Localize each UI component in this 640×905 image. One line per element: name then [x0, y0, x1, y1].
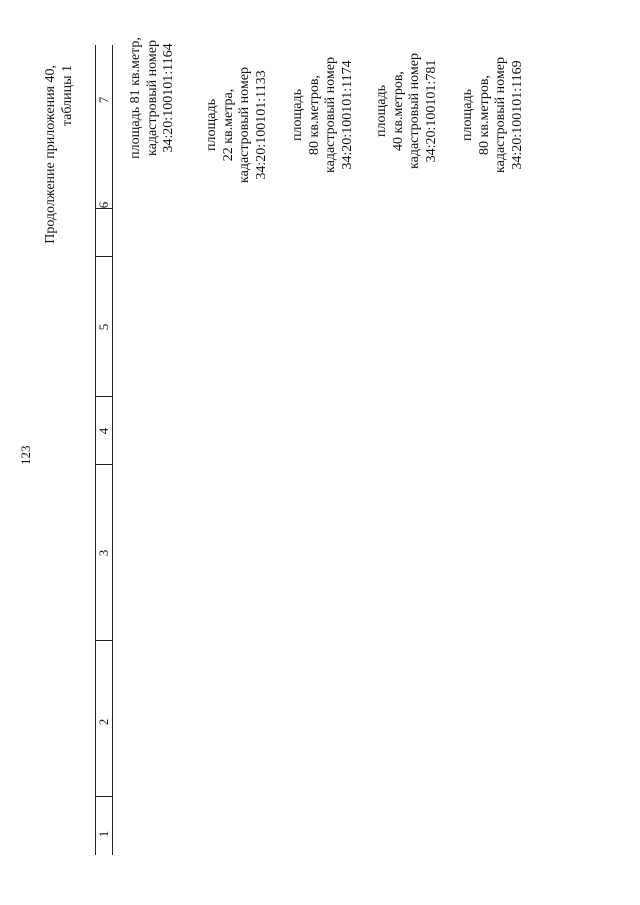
entry-line: 34:20:100101:1164: [161, 43, 176, 153]
entry-line: 22 кв.метра,: [220, 88, 236, 162]
page-number: 123: [18, 445, 33, 465]
column-number-1: 1: [96, 830, 111, 838]
entry-line: площадь 81 кв.метр,: [128, 37, 143, 159]
list-item: [290, 5, 356, 225]
column-number-4: 4: [96, 427, 111, 435]
entry-line: площадь: [290, 89, 305, 141]
list-item: [460, 5, 526, 225]
column-number-3: 3: [96, 549, 111, 557]
entry-line: площадь: [204, 99, 219, 151]
entry-line: 34:20:100101:1133: [253, 70, 269, 180]
column-number-2: 2: [96, 718, 111, 726]
entry-line: кадастровый номер: [323, 57, 338, 173]
table-top-rule: [95, 45, 96, 855]
column-number-7: 7: [96, 96, 111, 104]
column-number-5: 5: [96, 323, 111, 331]
list-item: [204, 15, 270, 235]
entry-line: 34:20:100101:1169: [509, 60, 525, 170]
entry-line: кадастровый номер: [237, 67, 252, 183]
entry-line: 80 кв.метров,: [476, 75, 492, 155]
entry-line: кадастровый номер: [493, 57, 508, 173]
entry-line: кадастровый номер: [144, 40, 160, 156]
table-header-rule: [112, 45, 113, 855]
caption-line-1: Продолжение приложения 40,: [43, 65, 58, 244]
column-divider: [95, 396, 112, 397]
entry-line: 34:20:100101:1174: [339, 60, 355, 170]
column-divider: [95, 796, 112, 797]
column-divider: [95, 256, 112, 257]
page-caption: [42, 65, 76, 465]
entry-line: 40 кв.метров,: [390, 71, 406, 151]
entry-line: площадь: [460, 89, 475, 141]
entry-line: 34:20:100101:781: [423, 59, 439, 163]
entry-line: 80 кв.метров,: [306, 75, 322, 155]
caption-line-2: таблицы 1: [60, 65, 75, 127]
column-divider: [95, 640, 112, 641]
entry-line: кадастровый номер: [407, 53, 422, 169]
column-divider: [95, 464, 112, 465]
column-number-6: 6: [96, 201, 111, 209]
list-item: [128, 0, 178, 208]
list-item: [374, 1, 440, 221]
entry-line: площадь: [374, 85, 389, 137]
